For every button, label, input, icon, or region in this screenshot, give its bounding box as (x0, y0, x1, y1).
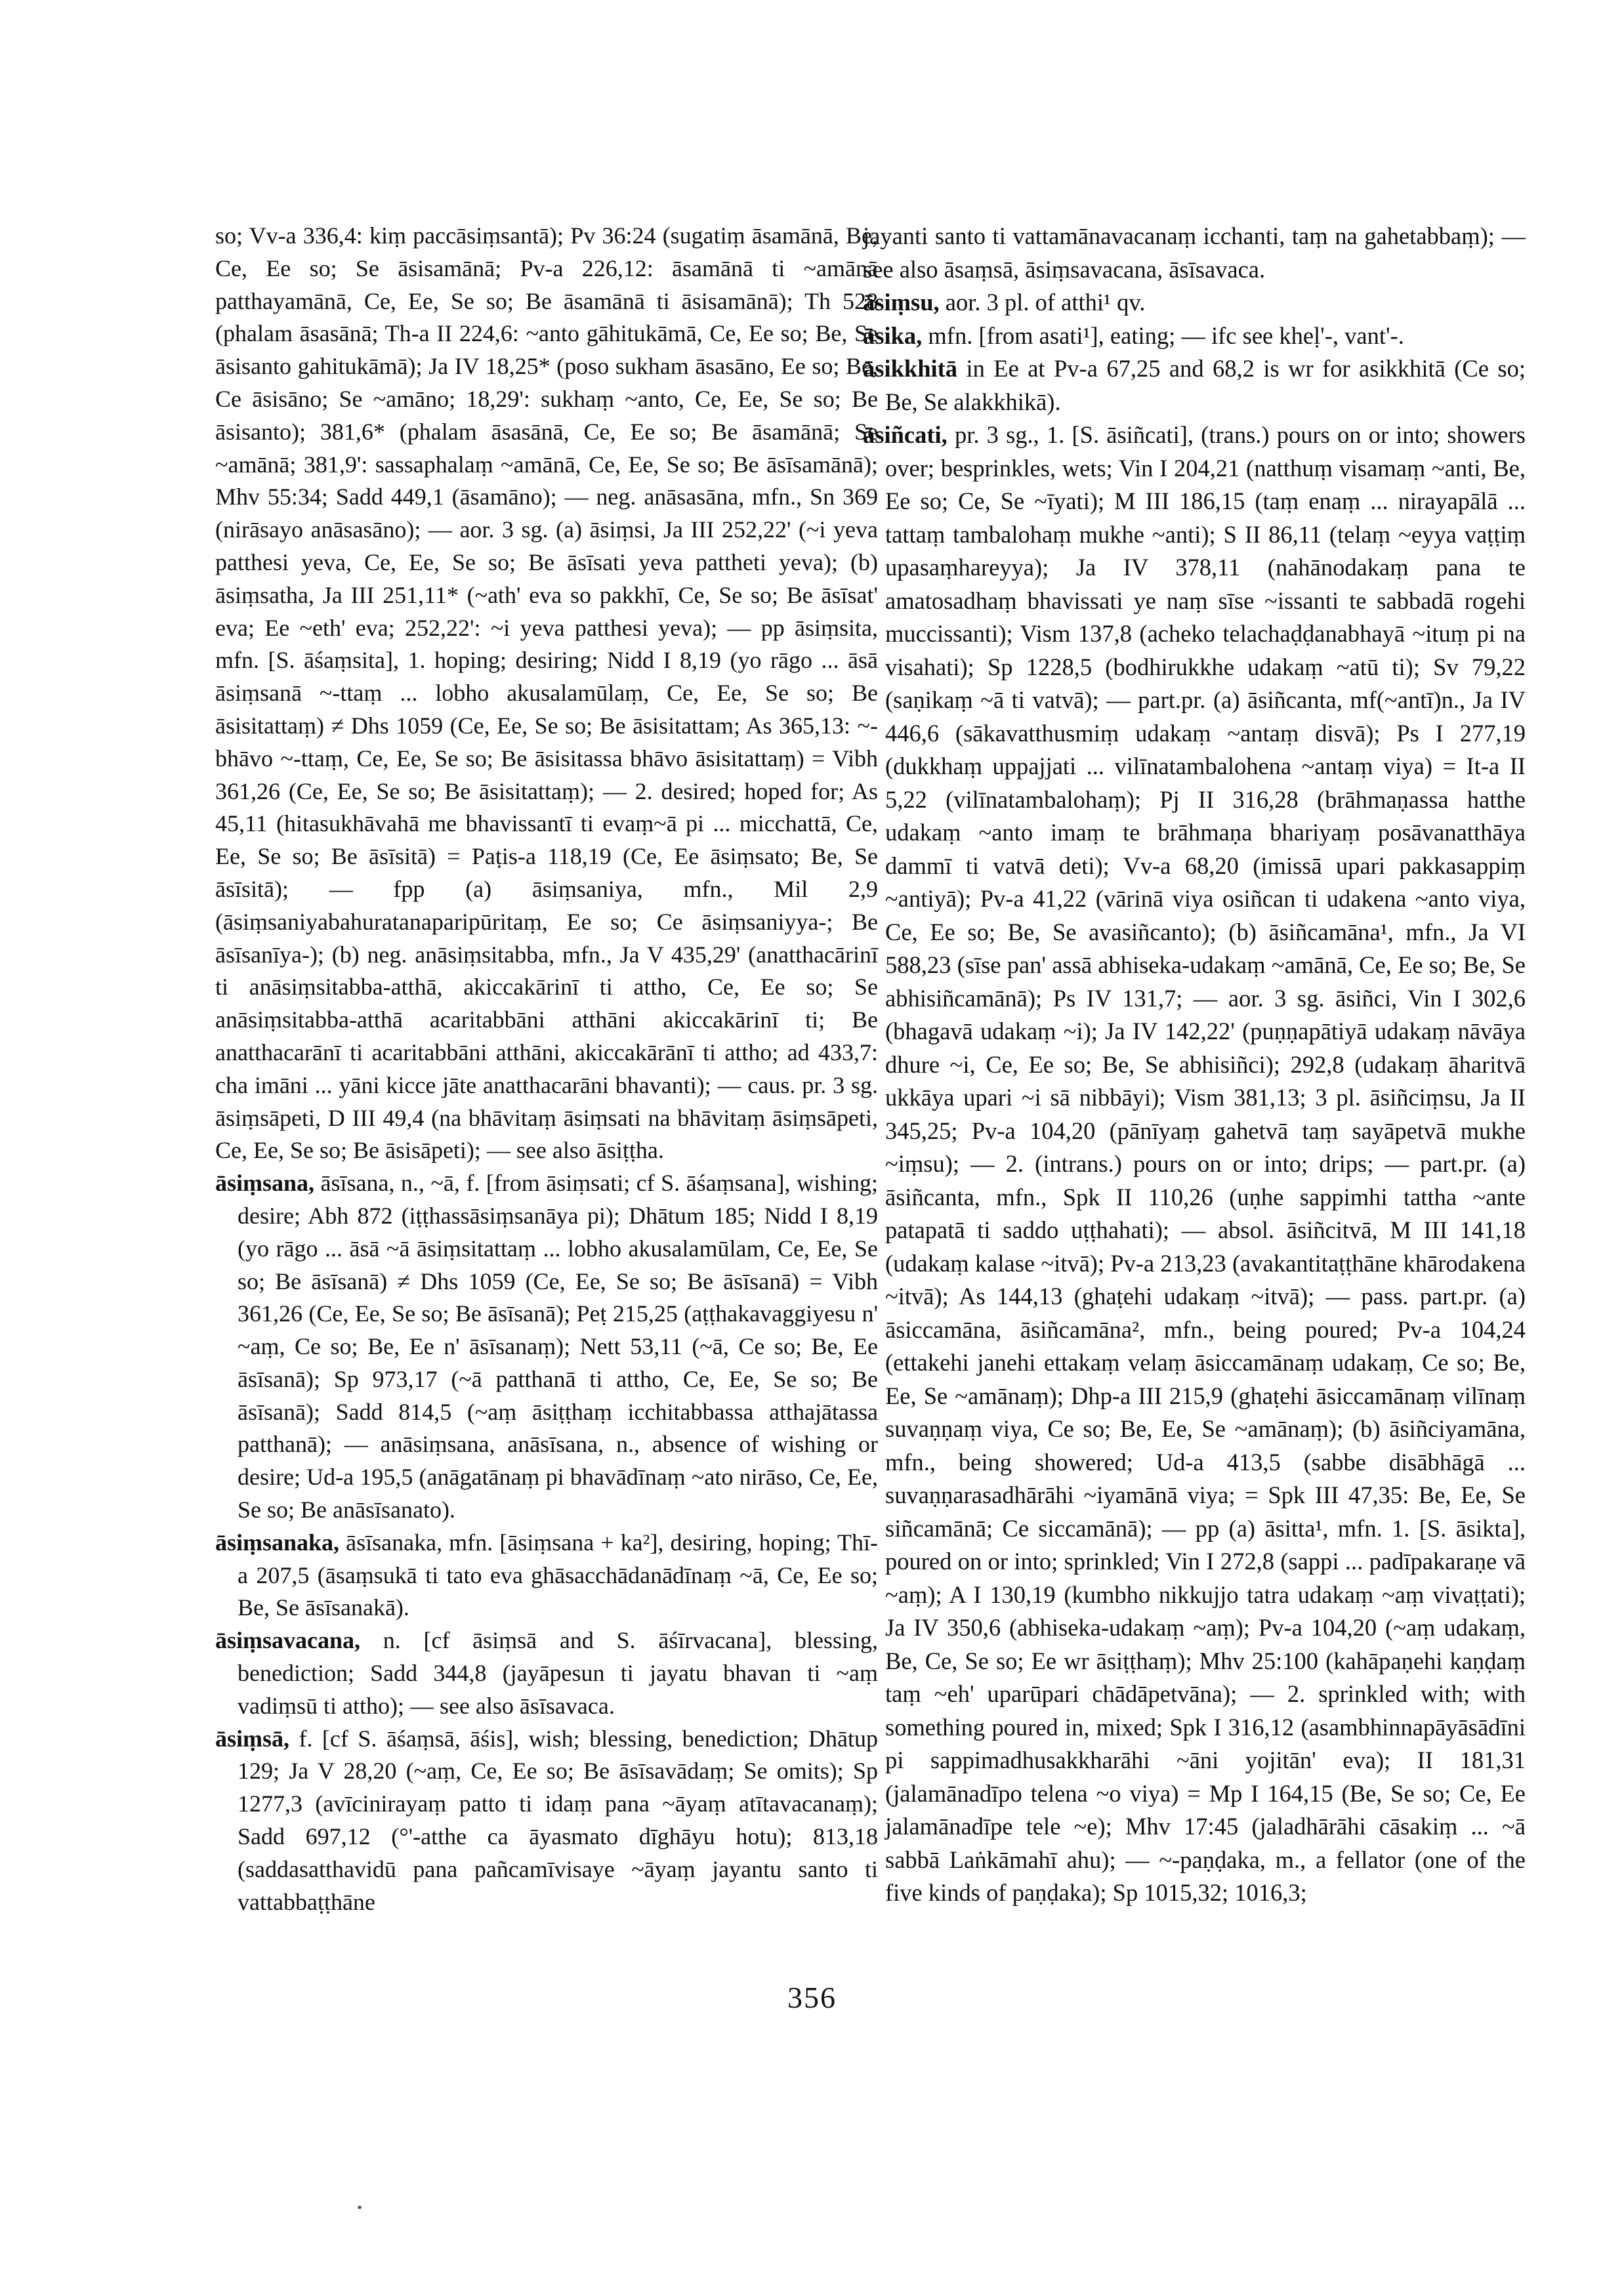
entry-headword: āsika, (863, 321, 923, 349)
dictionary-entry (215, 1167, 878, 1527)
dictionary-entry (863, 320, 1526, 353)
entry-continuation (215, 220, 878, 1167)
entry-body: jayanti santo ti vattamānavacanaṃ icchanti, taṃ na gahetabbaṃ); — see also āsaṃsā, āsiṃsavacana, āsīsavaca. (863, 222, 1526, 283)
dictionary-entry (215, 1624, 878, 1722)
dictionary-entry (215, 1723, 878, 1919)
entry-body: f. [cf S. āśaṃsā, āśis], wish; blessing, benediction; Dhātup 129; Ja V 28,20 (~aṃ, Ce, Ee so; Be āsīsavādaṃ; Se omits); Sp 1277,3 (avīcinirayaṃ patto ti idaṃ pana ~āyaṃ atītavacanaṃ); Sadd 697,12 (°'-atthe ca āyasmato dīghāyu hotu); 813,18 (saddasatthavidū pana pañcamīvisaye ~āyaṃ jayantu santo ti vattabbaṭṭhāne (238, 1725, 878, 1915)
left-column (215, 220, 878, 1918)
entry-body: āsīsana, n., ~ā, f. [from āsiṃsati; cf S. āśaṃsana], wishing; desire; Abh 872 (iṭṭhassāsiṃsanāya pi); Dhātum 185; Nidd I 8,19 (yo rāgo ... āsā ~ā āsiṃsitattaṃ ... lobho akusalamūlam, Ce, Ee, Se so; Be āsīsanā) ≠ Dhs 1059 (Ce, Ee, Se so; Be āsīsanā) = Vibh 361,26 (Ce, Ee, Se so; Be āsīsanā); Peṭ 215,25 (aṭṭhakavaggiyesu n' ~aṃ, Ce so; Be, Ee n' āsīsanaṃ); Nett 53,11 (~ā, Ce so; Be, Ee āsīsanā); Sp 973,17 (~ā patthanā ti attho, Ce, Ee, Se so; Be āsīsanā); Sadd 814,5 (~aṃ āsiṭṭhaṃ icchitabbassa atthajātassa patthanā); — anāsiṃsana, anāsīsana, n., absence of wishing or desire; Ud-a 195,5 (anāgatānaṃ pi bhavādīnaṃ ~ato nirāso, Ce, Ee, Se so; Be anāsīsanato). (238, 1170, 878, 1523)
entry-body: n. [cf āsiṃsā and S. āśīrvacana], blessing, benediction; Sadd 344,8 (jayāpesun ti jayatu bhavan ti ~aṃ vadiṃsū ti attho); — see also āsīsavaca. (238, 1627, 878, 1719)
right-column (863, 220, 1526, 1910)
entry-headword: āsiṃsu, (863, 289, 940, 316)
entry-headword: āsiṃsanaka, (215, 1529, 340, 1556)
entry-body: pr. 3 sg., 1. [S. āsiñcati], (trans.) pours on or into; showers over; besprinkles, wets; Vin I 204,21 (natthuṃ visamaṃ ~anti, Be, Ee so; Ce, Se ~īyati); M III 186,15 (taṃ enaṃ ... nirayapālā ... tattaṃ tambalohaṃ mukhe ~anti); S II 86,11 (telaṃ ~eyya vaṭṭiṃ upasaṃhareyya); Ja IV 378,11 (nahānodakaṃ pana te amatosadhaṃ bhavissati ye naṃ sīse ~issanti te sabbadā rogehi muccissanti); Vism 137,8 (acheko telachaḍḍanabhayā ~ituṃ pi na visahati); Sp 1228,5 (bodhirukkhe udakaṃ ~atū ti); Sv 79,22 (saṇikaṃ ~ā ti vatvā); — part.pr. (a) āsiñcanta, mf(~antī)n., Ja IV 446,6 (sākavatthusmiṃ udakaṃ ~antaṃ disvā); Ps I 277,19 (dukkhaṃ uppajjati ... vilīnatambalohena ~antaṃ viya) = It-a II 5,22 (vilīnatambalohaṃ); Pj II 316,28 (brāhmaṇassa hatthe udakaṃ ~anto imaṃ te brāhmaṇa bhariyaṃ posāvanatthāya dammī ti vatvā deti); Vv-a 68,20 (imissā upari pakkasappiṃ ~antiyā); Pv-a 41,22 (vārinā viya osiñcan ti udakena ~anto viya, Ce, Ee so; Be, Se avasiñcanto); (b) āsiñcamāna¹, mfn., Ja VI 588,23 (sīse pan' assā abhiseka-udakaṃ ~amānā, Ce, Ee so; Be, Se abhisiñcamānā); Ps IV 131,7; — aor. 3 sg. āsiñci, Vin I 302,6 (bhagavā udakaṃ ~i); Ja IV 142,22' (puṇṇapātiyā udakaṃ nāvāya dhure ~i, Ce, Ee so; Be, Se abhisiñci); 292,8 (udakaṃ āharitvā ukkāya upari ~i sā nibbāyi); Vism 381,13; 3 pl. āsiñciṃsu, Ja II 345,25; Pv-a 104,20 (pānīyaṃ gahetvā taṃ sayāpetvā mukhe ~iṃsu); — 2. (intrans.) pours on or into; drips; — part.pr. (a) āsiñcanta, mfn., Spk II 110,26 (uṇhe sappimhi tattha ~ante patapatā ti saddo uṭṭhahati); — absol. āsiñcitvā, M III 141,18 (udakaṃ kalase ~itvā); Pv-a 213,23 (avakantitaṭṭhāne khārodakena ~itvā); As 144,13 (ghaṭehi udakaṃ ~itvā); — pass. part.pr. (a) āsiccamāna, āsiñcamāna², mfn., being poured; Pv-a 104,24 (ettakehi janehi ettakaṃ velaṃ āsiccamānaṃ udakaṃ, Ce so; Be, Ee, Se ~amānaṃ); Dhp-a III 215,9 (ghaṭehi āsiccamānaṃ vilīnaṃ suvaṇṇaṃ viya, Ce so; Be, Ee, Se ~amānaṃ); (b) āsiñciyamāna, mfn., being showered; Ud-a 413,5 (sabbe disābhāgā ... suvaṇṇarasadhārāhi ~iyamānā viya; = Spk III 47,35: Be, Ee, Se siñcamānā; Ce siccamānā); — pp (a) āsitta¹, mfn. 1. [S. āsikta], poured on or into; sprinkled; Vin I 272,8 (sappi ... padīpakaraṇe vā ~aṃ); A I 130,19 (kumbho nikkujjo tatra udakaṃ ~aṃ vivaṭṭati); Ja IV 350,6 (abhiseka-udakaṃ ~aṃ); Pv-a 104,20 (~aṃ udakaṃ, Be, Ce, Se so; Ee wr āsiṭṭhaṃ); Mhv 25:100 (kahāpaṇehi kaṇḍaṃ taṃ ~eh' uparūpari chādāpetvāna); — 2. sprinkled with; with something poured in, mixed; Spk I 316,12 (asambhinnapāyāsādīni pi sappimadhusakkharāhi ~āni yojitān' eva); II 181,31 (jalamānadīpo telena ~o viya) = Mp I 164,15 (Be, Se so; Ce, Ee jalamānadīpe tele ~e); Mhv 17:45 (jaladhārāhi cāsakiṃ ... ~ā sabbā Laṅkāmahī ahu); — ~-paṇḍaka, m., a fellator (one of the five kinds of paṇḍaka); Sp 1015,32; 1016,3; (885, 421, 1526, 1906)
scan-speck (358, 2206, 362, 2209)
entry-headword: āsiṃsana, (215, 1170, 315, 1197)
dictionary-entry (863, 352, 1526, 419)
entry-body: mfn. [from asati¹], eating; — ifc see kheḷ'-, vant'-. (922, 321, 1404, 349)
entry-body: so; Vv-a 336,4: kiṃ paccāsiṃsantā); Pv 36:24 (sugatiṃ āsamānā, Be, Ce, Ee so; Se āsisamānā; Pv-a 226,12: āsamānā ti ~amānā patthayamānā, Ce, Ee, Se so; Be āsamānā ti āsisamānā); Th 528 (phalam āsasānā; Th-a II 224,6: ~anto gāhitukāmā, Ce, Ee so; Be, Se āsisanto gahitukāmā); Ja IV 18,25* (poso sukham āsasāno, Ee so; Be, Ce āsisāno; Se ~amāno; 18,29': sukhaṃ ~anto, Ce, Ee, Se so; Be āsisanto); 381,6* (phalam āsasānā, Ce, Ee so; Be āsamānā; Se ~amānā; 381,9': sassaphalaṃ ~amānā, Ce, Ee, Se so; Be āsīsamānā); Mhv 55:34; Sadd 449,1 (āsamāno); — neg. anāsasāna, mfn., Sn 369 (nirāsayo anāsasāno); — aor. 3 sg. (a) āsiṃsi, Ja III 252,22' (~i yeva patthesi yeva, Ce, Ee, Se so; Be āsīsati yeva pattheti yeva); (b) āsiṃsatha, Ja III 251,11* (~ath' eva so pakkhī, Ce, Se so; Be āsīsat' eva; Ee ~eth' eva; 252,22': ~i yeva patthesi yeva); — pp āsiṃsita, mfn. [S. āśaṃsita], 1. hoping; desiring; Nidd I 8,19 (yo rāgo ... āsā āsiṃsanā ~-ttaṃ ... lobho akusalamūlaṃ, Ce, Ee, Se so; Be āsisitattaṃ) ≠ Dhs 1059 (Ce, Ee, Se so; Be āsisitattam; As 365,13: ~-bhāvo ~-ttaṃ, Ce, Ee, Se so; Be āsisitassa bhāvo āsisitattaṃ) = Vibh 361,26 (Ce, Ee, Se so; Be āsisitattaṃ); — 2. desired; hoped for; As 45,11 (hitasukhāvahā me bhavissantī ti evaṃ~ā pi ... micchattā, Ce, Ee, Se so; Be āsīsitā) = Paṭis-a 118,19 (Ce, Ee āsiṃsato; Be, Se āsīsitā); — fpp (a) āsiṃsaniya, mfn., Mil 2,9 (āsiṃsaniyabahuratanaparipūritaṃ, Ee so; Ce āsiṃsaniyya-; Be āsīsanīya-); (b) neg. anāsiṃsitabba, mfn., Ja V 435,29' (anatthacārinī ti anāsiṃsitabba-atthā, akiccakārinī ti attho, Ce, Ee so; Se anāsiṃsitabba-atthā acaritabbāni atthāni akiccakārinī ti; Be anatthacarānī ti acaritabbāni atthāni, akiccakārānī ti attho; ad 433,7: cha imāni ... yāni kicce jāte anatthacarāni bhavanti); — caus. pr. 3 sg. āsiṃsāpeti, D III 49,4 (na bhāvitaṃ āsiṃsati na bhāvitaṃ āsiṃsāpeti, Ce, Ee, Se so; Be āsisāpeti); — see also āsiṭṭha. (215, 222, 878, 1164)
entry-body: in Ee at Pv-a 67,25 and 68,2 is wr for asikkhitā (Ce so; Be, Se alakkhikā). (885, 355, 1526, 415)
dictionary-entry (215, 1527, 878, 1624)
dictionary-entry (863, 286, 1526, 320)
entry-headword: āsiṃsavacana, (215, 1627, 361, 1654)
entry-continuation (863, 220, 1526, 286)
entry-headword: āsiṃsā, (215, 1725, 290, 1752)
entry-headword: āsiñcati, (863, 421, 947, 448)
entry-body: aor. 3 pl. of atthi¹ qv. (939, 289, 1146, 316)
entry-headword: āsikkhitā (863, 355, 958, 382)
entry-body: āsīsanaka, mfn. [āsiṃsana + ka²], desiring, hoping; Thī-a 207,5 (āsaṃsukā ti tato eva ghāsacchādanādīnaṃ ~ā, Ce, Ee so; Be, Se āsīsanakā). (238, 1529, 878, 1621)
dictionary-entry (863, 419, 1526, 1910)
page-number: 356 (787, 1981, 837, 2014)
